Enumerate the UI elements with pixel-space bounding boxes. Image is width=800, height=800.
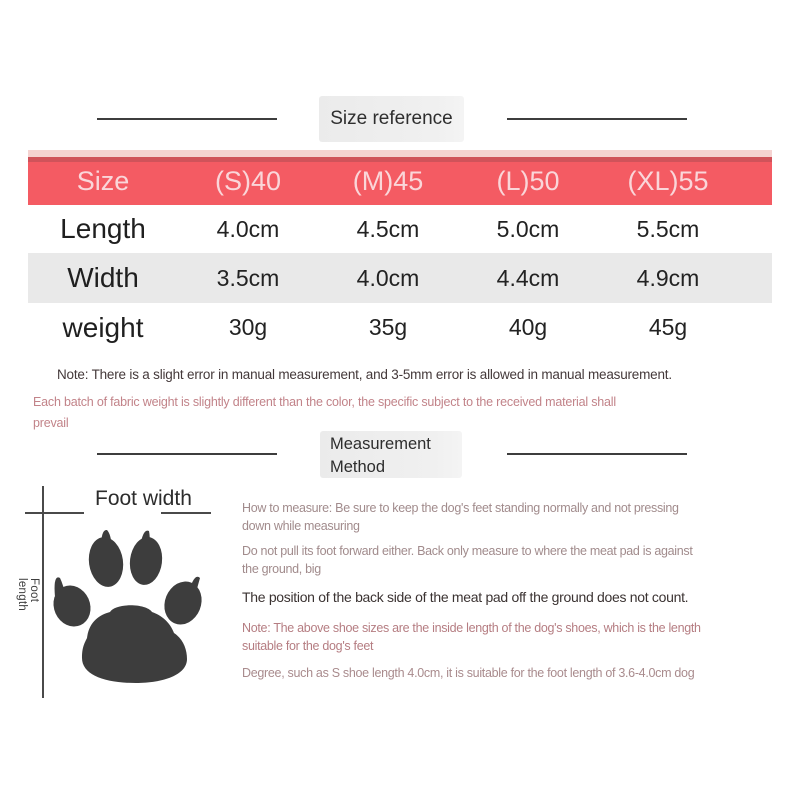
fabric-weight-note-line1: Each batch of fabric weight is slightly different than the color, the specific subject to the received material shall [33,395,616,409]
width-xl: 4.9cm [636,264,700,291]
length-s: 4.0cm [216,215,280,242]
foot-width-dimension-line-left [25,512,84,514]
size-table-header-row [28,150,772,205]
table-row-length [28,205,772,253]
width-l: 4.4cm [496,264,560,291]
method-title-line2: Method [330,458,386,476]
size-reference-banner [319,96,464,142]
divider-line-left [97,118,277,120]
do-not-pull-line1: Do not pull its foot forward either. Back only measure to where the meat pad is against [242,544,693,558]
weight-m: 35g [368,314,408,340]
foot-width-label: Foot width [95,487,192,510]
do-not-pull-text [242,542,693,578]
measurement-method-banner [320,431,462,478]
weight-xl: 45g [648,314,688,340]
divider-line-right [507,118,687,120]
row-label-weight: weight [62,311,144,343]
shoe-sizes-note-line1: Note: The above shoe sizes are the inside length of the dog's shoes, which is the length [242,621,701,635]
fabric-weight-note [33,392,616,434]
measurement-error-note: Note: There is a slight error in manual measurement, and 3-5mm error is allowed in manual measurement. [57,367,672,382]
table-row-weight [28,303,772,352]
header-cell-m45: (M)45 [352,166,424,196]
header-cell-s40: (S)40 [214,166,282,196]
row-label-length: Length [60,213,146,244]
dog-paw-icon [45,520,215,695]
shoe-sizes-note-line2: suitable for the dog's feet [242,639,374,653]
method-divider-right [507,453,687,455]
meat-pad-text: The position of the back side of the meat pad off the ground does not count. [242,589,689,605]
header-cell-l50: (L)50 [496,166,560,196]
size-reference-title: Size reference [330,108,453,129]
header-cell-size: Size [76,166,130,196]
how-to-measure-line2: down while measuring [242,519,360,533]
width-m: 4.0cm [356,264,420,291]
size-table [28,150,772,352]
how-to-measure-line1: How to measure: Be sure to keep the dog's feet standing normally and not pressing [242,501,679,515]
table-row-width [28,253,772,303]
toe-right-inner [127,535,165,587]
toe-left-outer [47,579,97,632]
width-s: 3.5cm [216,264,280,291]
weight-s: 30g [228,314,268,340]
method-divider-left [97,453,277,455]
header-cell-xl55: (XL)55 [627,166,709,196]
length-m: 4.5cm [356,215,420,242]
weight-l: 40g [508,314,548,340]
length-xl: 5.5cm [636,215,700,242]
do-not-pull-line2: the ground, big [242,562,321,576]
foot-length-label: Foot length [16,578,40,612]
fabric-weight-note-line2: prevail [33,416,69,430]
length-l: 5.0cm [496,215,560,242]
shoe-sizes-note-text [242,619,701,655]
method-title-line1: Measurement [330,435,431,453]
degree-text: Degree, such as S shoe length 4.0cm, it is suitable for the foot length of 3.6-4.0cm dog [242,666,695,680]
foot-width-dimension-line-right [161,512,211,514]
toe-left-inner [86,535,127,589]
row-label-width: Width [67,262,139,293]
how-to-measure-text [242,499,679,535]
foot-length-dimension-line [42,486,44,698]
